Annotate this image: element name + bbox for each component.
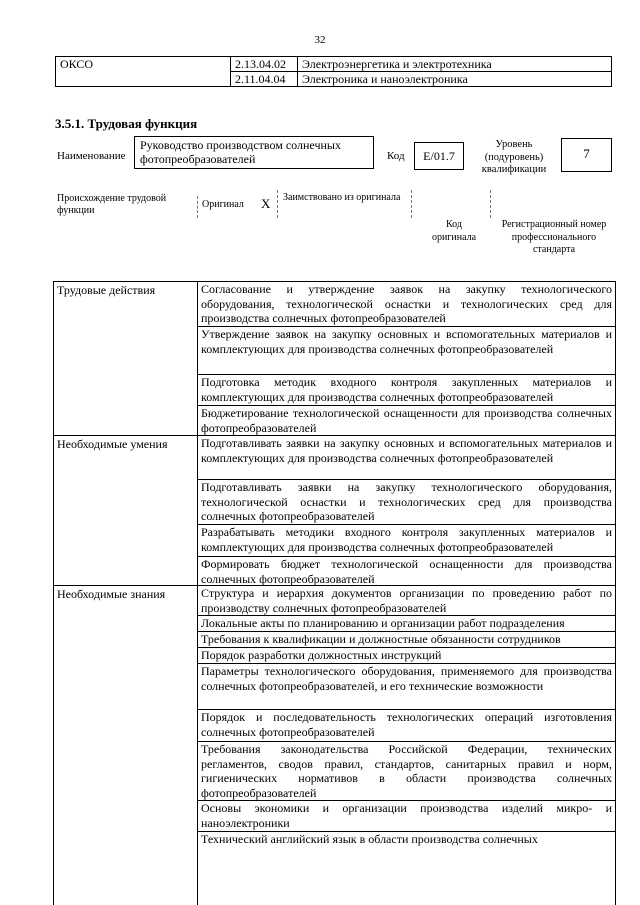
column-divider [197,281,198,905]
divider [411,190,412,218]
column-divider [53,281,54,905]
origin-label: Происхождение трудовой функции [57,193,167,216]
divider [277,190,278,218]
original-label: Оригинал [202,199,244,210]
table-row: Порядок разработки должностных инструкций [201,648,442,662]
table-row: Разрабатывать методики входного контроля закупленных материалов и комплектующих для производства солнечных фотопреобразователей [201,525,612,554]
table-row: Требования законодательства Российской Федерации, технических регламентов, сводов правил, стандартов, санитарных правил и норм, гигиенических нормативов в области производства солнечных фотопреобразователей [201,742,612,800]
table-row: Согласование и утверждение заявок на закупку технологического оборудования, технологической оснастки и технологических сред для производства солнечных фотопреобразователей [201,282,612,325]
level-value: 7 [561,138,612,172]
original-mark: X [261,196,271,211]
table-row [56,72,612,87]
table-row: Подготавливать заявки на закупку основных и вспомогательных материалов и комплектующих для производства солнечных фотопреобразователей [201,436,612,465]
table-row: Подготавливать заявки на закупку технологического оборудования, технологической оснастки и технологических сред для производства солнечных фотопреобразователей [201,480,612,523]
divider [197,196,198,218]
table-row: Бюджетирование технологической оснащенности для производства солнечных фотопреобразователей [201,406,612,435]
okso-code: 2.13.04.02 [231,57,298,72]
table-row: Формировать бюджет технологической оснащенности для производства солнечных фотопреобразователей [201,557,612,586]
level-label: Уровень (подуровень) квалификации [481,139,547,175]
table-row: Технический английский язык в области производства солнечных [201,832,538,846]
table-row: Подготовка методик входного контроля закупленных материалов и комплектующих для производства солнечных фотопреобразователей [201,375,612,404]
section-title: 3.5.1. Трудовая функция [55,116,198,131]
table-row: Параметры технологического оборудования, применяемого для производства солнечных фотопреобразователей, и его технические возможности [201,664,612,693]
table-row: Локальные акты по планированию и организации работ подразделения [201,616,565,630]
group-title: Необходимые умения [57,437,168,451]
table-row: Структура и иерархия документов организации по проведению работ по производству солнечных фотопреобразователей [201,586,612,615]
borrowed-label: Заимствовано из оригинала [283,192,401,203]
name-value: Руководство производством солнечных фотопреобразователей [134,136,374,169]
okso-label: ОКСО [56,57,231,72]
table-row: Требования к квалификации и должностные обязанности сотрудников [201,632,561,646]
okso-name: Электроника и наноэлектроника [298,72,612,87]
table-row: Порядок и последовательность технологических операций изготовления солнечных фотопреобразователей [201,710,612,739]
table-row: Основы экономики и организации производства изделий микро- и наноэлектроники [201,801,612,830]
code-label: Код [387,150,405,162]
name-label: Наименование [57,150,126,162]
okso-table [55,56,612,87]
table-row: Утверждение заявок на закупку основных и вспомогательных материалов и комплектующих для производства солнечных фотопреобразователей [201,327,612,356]
okso-code: 2.11.04.04 [231,72,298,87]
labor-function-table [53,281,616,905]
okso-label-empty [56,72,231,87]
divider [490,190,491,218]
origin-row [197,188,611,220]
code-value: E/01.7 [414,142,464,170]
page-number: 32 [314,34,326,46]
okso-name: Электроэнергетика и электротехника [298,57,612,72]
group-title: Трудовые действия [57,283,156,297]
column-divider [615,281,616,905]
group-title: Необходимые знания [57,587,166,601]
reg-number-caption: Регистрационный номер профессионального стандарта [501,219,607,255]
code-original-caption: Код оригинала [431,219,477,243]
table-row [56,57,612,72]
